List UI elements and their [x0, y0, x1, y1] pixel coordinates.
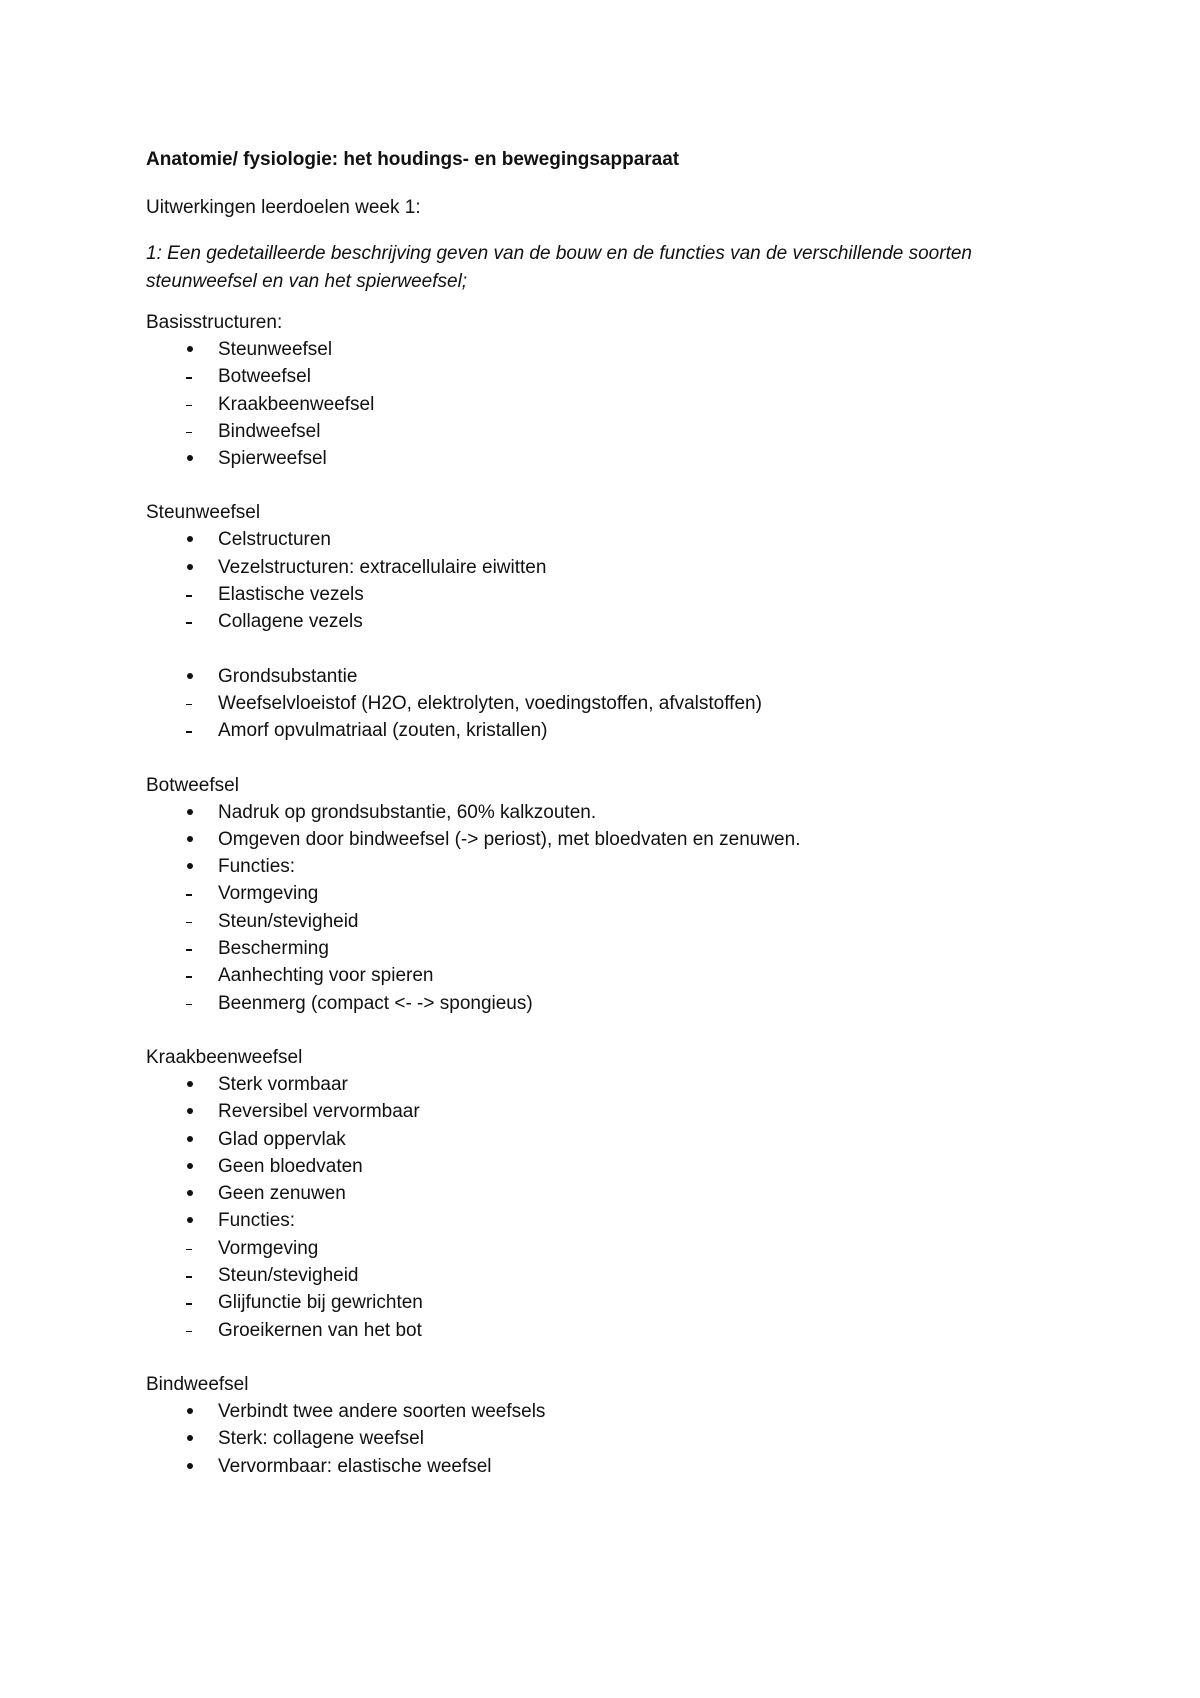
list-item-text: Omgeven door bindweefsel (-> periost), met bloedvaten en zenuwen.: [218, 828, 801, 850]
document-title: Anatomie/ fysiologie: het houdings- en bewegingsapparaat: [146, 149, 680, 170]
list-item-text: Steun/stevigheid: [218, 910, 359, 932]
list-item-text: Spierweefsel: [218, 448, 327, 470]
list-item-text: Functies:: [218, 856, 296, 878]
list-item: [146, 554, 1046, 581]
section-heading: Steunweefsel: [146, 502, 261, 524]
list-item: [146, 1317, 1046, 1344]
list-item: [146, 799, 1046, 826]
section-kraakbeenweefsel: [146, 1044, 1046, 1344]
list-item: [146, 1098, 1046, 1125]
section-steunweefsel: [146, 499, 1046, 744]
list-item-text: Beenmerg (compact <- -> spongieus): [218, 992, 533, 1014]
list-item: [146, 445, 1046, 472]
list-item-text: Kraakbeenweefsel: [218, 393, 375, 415]
list-item-text: Geen zenuwen: [218, 1183, 346, 1205]
list-item-text: Groeikernen van het bot: [218, 1319, 422, 1341]
list-item-text: Geen bloedvaten: [218, 1155, 363, 1177]
list-item: [146, 1289, 1046, 1316]
list-item-text: Bescherming: [218, 938, 329, 960]
list-item-text: Vormgeving: [218, 1237, 319, 1259]
list-item-text: Collagene vezels: [218, 611, 363, 633]
section-heading: Bindweefsel: [146, 1373, 249, 1395]
section-heading: Basisstructuren:: [146, 312, 283, 333]
list-item: [146, 1126, 1046, 1153]
list-item: [146, 363, 1046, 390]
section-botweefsel: [146, 772, 1046, 1017]
list-item-text: Grondsubstantie: [218, 665, 358, 687]
list-item: [146, 1207, 1046, 1234]
list-item-text: Sterk vormbaar: [218, 1073, 348, 1095]
list-item-text: Reversibel vervormbaar: [218, 1101, 420, 1123]
list-item: [146, 826, 1046, 853]
list-item: [146, 1235, 1046, 1262]
list-item-text: Amorf opvulmatriaal (zouten, kristallen): [218, 720, 548, 742]
item-list: [146, 1071, 1046, 1344]
list-item: [146, 990, 1046, 1017]
learning-goal-line-1: 1: Een gedetailleerde beschrijving geven van de bouw en de functies van de verschillende soorten: [146, 243, 972, 264]
list-item: [146, 526, 1046, 553]
list-item: [146, 880, 1046, 907]
list-item: [146, 1453, 1046, 1480]
list-item-text: Vormgeving: [218, 883, 319, 905]
learning-goal: [146, 240, 1046, 296]
list-item: [146, 608, 1046, 635]
list-item: [146, 1153, 1046, 1180]
list-item-text: Steunweefsel: [218, 339, 333, 360]
list-item-text: Celstructuren: [218, 529, 331, 551]
list-item-text: Bindweefsel: [218, 420, 321, 442]
list-item-text: Botweefsel: [218, 366, 311, 388]
list-item: [146, 581, 1046, 608]
list-item: [146, 1180, 1046, 1207]
list-item: [146, 1398, 1046, 1425]
item-list: [146, 336, 1046, 472]
list-item-text: Sterk: collagene weefsel: [218, 1428, 424, 1450]
list-item-text: Vervormbaar: elastische weefsel: [218, 1455, 492, 1477]
list-item-text: Vezelstructuren: extracellulaire eiwitten: [218, 556, 547, 578]
item-list: [146, 799, 1046, 1017]
section-bindweefsel: [146, 1371, 1046, 1480]
list-item: [146, 1262, 1046, 1289]
list-item: [146, 1425, 1046, 1452]
list-item: [146, 853, 1046, 880]
section-heading: Kraakbeenweefsel: [146, 1046, 303, 1068]
document-subtitle: Uitwerkingen leerdoelen week 1:: [146, 197, 421, 218]
list-item: [146, 663, 1046, 690]
list-item-text: Verbindt twee andere soorten weefsels: [218, 1400, 546, 1422]
list-item-text: Weefselvloeistof (H2O, elektrolyten, voedingstoffen, afvalstoffen): [218, 692, 762, 714]
list-item: [146, 908, 1046, 935]
list-item-text: Glijfunctie bij gewrichten: [218, 1292, 423, 1314]
list-item-text: Nadruk op grondsubstantie, 60% kalkzouten.: [218, 801, 597, 823]
item-list: [146, 526, 1046, 635]
list-item-text: Steun/stevigheid: [218, 1265, 359, 1287]
item-list: [146, 1398, 1046, 1480]
section-heading: Botweefsel: [146, 774, 239, 796]
list-item: [146, 336, 1046, 363]
list-item-text: Functies:: [218, 1210, 296, 1232]
list-item: [146, 935, 1046, 962]
list-item-text: Glad oppervlak: [218, 1128, 346, 1150]
list-item-text: Elastische vezels: [218, 584, 364, 606]
list-item-text: Aanhechting voor spieren: [218, 965, 434, 987]
list-item: [146, 1071, 1046, 1098]
list-item: [146, 690, 1046, 717]
item-list: [146, 663, 1046, 745]
list-item: [146, 717, 1046, 744]
list-item: [146, 962, 1046, 989]
list-item: [146, 418, 1046, 445]
section-basisstructuren: [146, 309, 1046, 472]
learning-goal-line-2: steunweefsel en van het spierweefsel;: [146, 271, 468, 292]
list-item: [146, 391, 1046, 418]
document-page: [146, 146, 1046, 1480]
